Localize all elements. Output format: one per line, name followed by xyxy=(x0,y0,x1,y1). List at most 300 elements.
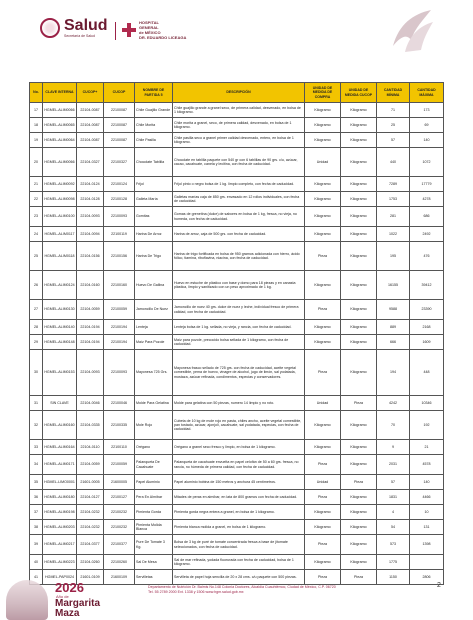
page-footer xyxy=(0,580,473,620)
cell-unidad-compra: Kilogramo xyxy=(305,227,341,242)
cell-cantidad-maxima: 131 xyxy=(410,520,444,535)
cell-cantidad-minima: 666 xyxy=(377,335,410,350)
cell-cantidad-minima: 573 xyxy=(377,535,410,555)
cell-clave: HGMEL-ALIM0223 xyxy=(43,555,77,570)
footer-name-line-1: Margarita xyxy=(55,598,101,609)
cell-clave: HGMEL-PAP0024 xyxy=(43,570,77,585)
cell-descripcion: Maíz para pozole, precocido bolsa sellada de 1 kilogramo, con fecha de caducidad. xyxy=(173,335,305,350)
cell-nombre: Chile Pasilla xyxy=(135,133,173,148)
cell-unidad-compra: Kilogramo xyxy=(305,271,341,300)
cell-cantidad-minima: 57 xyxy=(377,475,410,490)
col-header: CANTIDAD MÁXIMA xyxy=(410,83,444,103)
salud-logo xyxy=(40,18,108,38)
hospital-line-3: de MÉXICO xyxy=(139,30,161,35)
cell-no: 19 xyxy=(30,133,43,148)
cell-cucop: 22100335 xyxy=(104,411,135,440)
cell-unidad-cucop: Kilogramo xyxy=(341,455,377,475)
cell-nombre: Harina De Arroz xyxy=(135,227,173,242)
cell-cantidad-minima: 16155 xyxy=(377,271,410,300)
cell-unidad-compra: Pieza xyxy=(305,570,341,585)
footer-year-subtitle: Año de xyxy=(56,594,69,599)
table-row xyxy=(30,475,444,490)
cell-cucop: 22100160 xyxy=(104,271,135,300)
cell-clave: SIN CLAVE xyxy=(43,396,77,411)
cell-no: 36 xyxy=(30,490,43,505)
table-row xyxy=(30,350,444,396)
cell-cantidad-maxima xyxy=(410,555,444,570)
cell-no: 20 xyxy=(30,148,43,177)
cell-clave: HGMEL-ALIM0140 xyxy=(43,320,77,335)
cell-unidad-compra: Kilogramo xyxy=(305,335,341,350)
table-row xyxy=(30,133,444,148)
cell-cucop: 22100093 xyxy=(104,350,135,396)
cell-unidad-cucop: Kilogramo xyxy=(341,320,377,335)
cell-cantidad-minima: 25 xyxy=(377,118,410,133)
cell-cucop: 22100124 xyxy=(104,177,135,192)
table-row xyxy=(30,148,444,177)
table-row xyxy=(30,555,444,570)
cell-cantidad-minima: 4242 xyxy=(377,396,410,411)
cell-nombre: Pimienta Gorda xyxy=(135,505,173,520)
cell-cucop-plus: 22104-0059 xyxy=(77,300,104,320)
col-header: CLAVE INTERNA xyxy=(43,83,77,103)
cell-no: 26 xyxy=(30,271,43,300)
cell-clave: HGMEL-ALIM0118 xyxy=(43,242,77,271)
table-row xyxy=(30,271,444,300)
cell-nombre: Chile Guajillo Grande xyxy=(135,103,173,118)
cell-cucop-plus: 22104-0160 xyxy=(77,271,104,300)
cell-descripcion: Sal de mar refinada, yodada fluorurada con fecha de caducidad, bolsa de 1 kilogramo. xyxy=(173,555,305,570)
cell-nombre: Lenteja xyxy=(135,320,173,335)
cell-unidad-compra: Unidad xyxy=(305,148,341,177)
cell-cantidad-minima: 1831 xyxy=(377,490,410,505)
col-header: UNIDAD DE MEDIDA CUCOP xyxy=(341,83,377,103)
cell-cantidad-minima: 54 xyxy=(377,520,410,535)
cell-cantidad-minima: 1022 xyxy=(377,227,410,242)
government-seal-icon xyxy=(40,18,60,38)
cell-clave: HGMEL-ALIM0171 xyxy=(43,455,77,475)
cell-no: 39 xyxy=(30,535,43,555)
cell-no: 28 xyxy=(30,320,43,335)
cell-cantidad-maxima: 4278 xyxy=(410,192,444,207)
cell-nombre: Huevo De Gallina xyxy=(135,271,173,300)
cell-cucop-plus: 22104-0093 xyxy=(77,350,104,396)
cell-cantidad-minima: 889 xyxy=(377,320,410,335)
cell-descripcion: Chile guajillo grande a granel seco, de primera calidad, desvenado, en bolsa de 1 kilogramo. xyxy=(173,103,305,118)
cell-unidad-compra: Kilogramo xyxy=(305,320,341,335)
cell-no: 30 xyxy=(30,350,43,396)
cell-descripcion: Jamoncillo de nuez 40 grs. dulce de nuez y leche, individual fresco de primera calidad, con fecha de caducidad. xyxy=(173,300,305,320)
cell-no: 33 xyxy=(30,440,43,455)
cell-unidad-cucop: Kilogramo xyxy=(341,300,377,320)
footer-year: 2026 xyxy=(55,580,84,595)
cell-cucop: 22100046 xyxy=(104,396,135,411)
footer-name-line-2: Maza xyxy=(55,608,80,619)
cell-clave: HGMEL-ALIM0065 xyxy=(43,118,77,133)
cell-cucop: 22100377 xyxy=(104,535,135,555)
cell-unidad-compra: Kilogramo xyxy=(305,520,341,535)
cell-clave: HGMEL-ALIM0066 xyxy=(43,103,77,118)
salud-title: Salud xyxy=(64,17,108,34)
cell-no: 37 xyxy=(30,505,43,520)
cell-cantidad-maxima: 1609 xyxy=(410,335,444,350)
cell-clave: HGMEL-ALIM0092 xyxy=(43,177,77,192)
cell-no: 23 xyxy=(30,207,43,227)
cell-unidad-cucop: Pieza xyxy=(341,475,377,490)
cell-cucop: 22100232 xyxy=(104,505,135,520)
cell-descripcion: Orégano a granel seco fresco y limpio, en bolsa de 1 kilogramo. xyxy=(173,440,305,455)
table-row xyxy=(30,411,444,440)
col-header: No. xyxy=(30,83,43,103)
cell-cantidad-maxima: 2492 xyxy=(410,227,444,242)
table-row xyxy=(30,535,444,555)
cell-cantidad-minima: 71 xyxy=(377,103,410,118)
cell-nombre: Mole Rojo xyxy=(135,411,173,440)
cell-nombre: Gomitas xyxy=(135,207,173,227)
cell-descripcion: Servilleta de papel hoja sencilla de 20 x 28 cms. c/u paquete con 500 piezas. xyxy=(173,570,305,585)
cell-cucop-plus: 22104-0087 xyxy=(77,133,104,148)
cell-unidad-cucop: Kilogramo xyxy=(341,520,377,535)
cell-cantidad-maxima: 69 xyxy=(410,118,444,133)
cell-cucop-plus: 22104-0110 xyxy=(77,440,104,455)
cell-descripcion: Bolsa de 3 kg de puré de tomate concentrada fresca a base de jitomate seleccionados, con fecha de caducidad. xyxy=(173,535,305,555)
cell-unidad-compra: Kilogramo xyxy=(305,411,341,440)
cell-cantidad-maxima: 39412 xyxy=(410,271,444,300)
cell-nombre: Pera En Almíbar xyxy=(135,490,173,505)
cell-no: 29 xyxy=(30,335,43,350)
cell-cucop: 22100087 xyxy=(104,118,135,133)
table-row xyxy=(30,440,444,455)
cell-no: 35 xyxy=(30,475,43,490)
cell-cucop: 22100110 xyxy=(104,440,135,455)
cell-unidad-cucop: Pieza xyxy=(341,570,377,585)
cell-cantidad-maxima: 10346 xyxy=(410,396,444,411)
cell-descripcion: Chile morita a granel, seco, de primera calidad, desvenado, en bolsa de 1 kilogramo. xyxy=(173,118,305,133)
cell-nombre: Palanqueta De Cacahuate xyxy=(135,455,173,475)
cell-nombre: Sal De Mesa xyxy=(135,555,173,570)
cell-unidad-cucop: Kilogramo xyxy=(341,555,377,570)
cell-cucop: 22100087 xyxy=(104,103,135,118)
cell-unidad-cucop: Kilogramo xyxy=(341,227,377,242)
cell-no: 40 xyxy=(30,555,43,570)
cell-descripcion: Mitades de peras en almíbar, en lata de 800 gramos con fecha de caducidad. xyxy=(173,490,305,505)
hospital-cross-icon xyxy=(122,23,136,37)
cell-cucop: 21600005 xyxy=(104,475,135,490)
cell-cucop-plus: 21601-0109 xyxy=(77,570,104,585)
cell-unidad-compra: Kilogramo xyxy=(305,440,341,455)
cell-cucop-plus: 22104-0059 xyxy=(77,455,104,475)
cell-cucop-plus: 22104-0377 xyxy=(77,535,104,555)
cell-cantidad-maxima: 4578 xyxy=(410,455,444,475)
cell-cantidad-maxima: 173 xyxy=(410,103,444,118)
cell-unidad-compra: Pieza xyxy=(305,350,341,396)
cell-nombre: Maíz Para Pozole xyxy=(135,335,173,350)
hospital-line-1: HOSPITAL xyxy=(139,20,159,25)
cell-unidad-compra: Kilogramo xyxy=(305,555,341,570)
cell-unidad-compra: Pieza xyxy=(305,490,341,505)
table-header-row xyxy=(30,83,444,103)
hospital-line-2: GENERAL xyxy=(139,25,159,30)
cell-cucop-plus: 22104-0194 xyxy=(77,320,104,335)
cell-cantidad-minima: 4 xyxy=(377,505,410,520)
cell-no: 21 xyxy=(30,177,43,192)
cell-unidad-cucop: Kilogramo xyxy=(341,350,377,396)
cell-no: 41 xyxy=(30,570,43,585)
cell-unidad-compra: Pieza xyxy=(305,242,341,271)
cell-unidad-compra: Pieza xyxy=(305,535,341,555)
cell-descripcion: Molde para gelatina con 50 piezas, numero 14 limpio y no roto. xyxy=(173,396,305,411)
cell-clave: HGMEL-ALIM0100 xyxy=(43,207,77,227)
cell-cantidad-maxima: 686 xyxy=(410,207,444,227)
cell-unidad-cucop: Kilogramo xyxy=(341,148,377,177)
cell-cantidad-minima: 9 xyxy=(377,440,410,455)
cell-cantidad-minima: 440 xyxy=(377,148,410,177)
cell-cucop-plus: 22104-0094 xyxy=(77,227,104,242)
table-row xyxy=(30,207,444,227)
cell-unidad-cucop: Kilogramo xyxy=(341,177,377,192)
cell-cantidad-maxima: 192 xyxy=(410,411,444,440)
cell-nombre: Servilletas xyxy=(135,570,173,585)
cell-clave: HGMEL-ALIM0148 xyxy=(43,335,77,350)
cell-cantidad-maxima: 1398 xyxy=(410,535,444,555)
cell-cucop: 22100327 xyxy=(104,148,135,177)
cell-cucop: 21600109 xyxy=(104,570,135,585)
cell-cucop-plus: 22104-0232 xyxy=(77,520,104,535)
cell-unidad-cucop: Kilogramo xyxy=(341,118,377,133)
cell-cucop-plus: 22104-0260 xyxy=(77,555,104,570)
cell-cantidad-minima: 9588 xyxy=(377,300,410,320)
cell-cantidad-maxima: 2806 xyxy=(410,570,444,585)
cell-cucop-plus: 21601-0005 xyxy=(77,475,104,490)
col-header: DESCRIPCIÓN xyxy=(173,83,305,103)
cell-unidad-cucop: Kilogramo xyxy=(341,335,377,350)
salud-subtitle: Secretaría de Salud xyxy=(64,34,95,38)
cell-unidad-compra: Kilogramo xyxy=(305,207,341,227)
cell-unidad-cucop: Kilogramo xyxy=(341,242,377,271)
cell-descripcion: Chocolate en tablilla paquete con 540 gr con 6 tablillas de 90 grs. c/u, azúcar, cacao, cacahuate, canela y lecitina, con fecha de caducidad. xyxy=(173,148,305,177)
cell-descripcion: Mayonesa frasco sellado de 725 grs. con fecha de caducidad, aceite vegetal comestible, yema de huevo, vinagre de alcohol, jugo de limón, sal yodatada, mostaza, azúcar refinada, condimentos, especias y conservadores. xyxy=(173,350,305,396)
cell-cucop: 22100127 xyxy=(104,490,135,505)
cell-cucop-plus: 22104-0127 xyxy=(77,490,104,505)
cell-descripcion: Gomas de grenetina (dulce) de sabores en bolsa de 1 kg, fresca, no vieja, no humeda, con fecha de caducidad. xyxy=(173,207,305,227)
decorative-ornament-icon xyxy=(385,6,435,56)
cell-cantidad-maxima: 448 xyxy=(410,350,444,396)
cell-clave: HGMEL-LIMO0001 xyxy=(43,475,77,490)
cell-nombre: Harina De Trigo xyxy=(135,242,173,271)
col-header: UNIDAD DE MEDIDA DE COMPRA xyxy=(305,83,341,103)
cell-cantidad-maxima: 21 xyxy=(410,440,444,455)
cell-cucop-plus: 22104-0087 xyxy=(77,103,104,118)
table-row xyxy=(30,177,444,192)
table-row xyxy=(30,103,444,118)
cell-clave: HGMEL-ALIM0164 xyxy=(43,440,77,455)
cell-no: 17 xyxy=(30,103,43,118)
col-header: CUCOP+ xyxy=(77,83,104,103)
header-divider xyxy=(115,22,116,40)
cell-nombre: Papel Aluminio xyxy=(135,475,173,490)
cell-cantidad-minima: 1753 xyxy=(377,192,410,207)
cell-descripcion: Chile pasilla seco a granel primer calidad desvenado, entero, en bolsa de 1 kilogramo. xyxy=(173,133,305,148)
cell-unidad-compra: Pieza xyxy=(305,300,341,320)
cell-descripcion: Harina de arroz, caja de 500 grs. con fecha de caducidad. xyxy=(173,227,305,242)
table-row xyxy=(30,227,444,242)
cell-clave: HGMEL-ALIM0180 xyxy=(43,490,77,505)
cell-unidad-compra: Kilogramo xyxy=(305,177,341,192)
cell-clave: HGMEL-ALIM0203 xyxy=(43,520,77,535)
cell-cucop: 22100194 xyxy=(104,335,135,350)
cell-no: 25 xyxy=(30,242,43,271)
cell-descripcion: Galletas marías caja de 850 grs. envasado en 12 rollos individuales, con fecha de caducidad. xyxy=(173,192,305,207)
cell-cucop: 22100260 xyxy=(104,555,135,570)
cell-cantidad-maxima: 476 xyxy=(410,242,444,271)
cell-unidad-cucop: Kilogramo xyxy=(341,535,377,555)
page-header xyxy=(0,0,473,62)
cell-cantidad-minima: 1150 xyxy=(377,570,410,585)
cell-no: 22 xyxy=(30,192,43,207)
cell-cucop-plus: 22104-0327 xyxy=(77,148,104,177)
cell-clave: HGMEL-ALIM0130 xyxy=(43,300,77,320)
cell-cantidad-minima: 194 xyxy=(377,350,410,396)
cell-descripcion: Harina de trigo fortificada en bolsa de 950 gramos adicionada con hierro, ácido fólico, tiamina, riboflavina, niacina, con fecha de caducidad. xyxy=(173,242,305,271)
col-header: NOMBRE DE PARTIDA 5 xyxy=(135,83,173,103)
cell-cantidad-maxima: 2168 xyxy=(410,320,444,335)
cell-descripcion: Pimienta gorda negra entera a granel, en bolsa de 1 kilogramo. xyxy=(173,505,305,520)
cell-cucop: 22100093 xyxy=(104,207,135,227)
cell-clave: HGMEL-ALIM0160 xyxy=(43,411,77,440)
cell-descripcion: Pimienta blanca molida a granel, en bolsa de 1 kilogramo. xyxy=(173,520,305,535)
hospital-line-4: DR. EDUARDO LICEAGA xyxy=(139,35,187,40)
cell-clave: HGMEL-ALIM0153 xyxy=(43,350,77,396)
cell-cucop-plus: 22104-0194 xyxy=(77,335,104,350)
cell-unidad-compra: Pieza xyxy=(305,455,341,475)
footer-address: Departamento de Nutrición Dr. Balmis No.148 Colonia Doctores, Alcaldía Cuauhtémoc, Ciudad de México, C.P. 06720 xyxy=(148,585,336,589)
cell-cantidad-maxima: 140 xyxy=(410,133,444,148)
cell-unidad-compra: Kilogramo xyxy=(305,118,341,133)
cell-nombre: Pimienta Molida Blanca xyxy=(135,520,173,535)
cell-clave: HGMEL-ALIM0198 xyxy=(43,505,77,520)
cell-unidad-cucop: Kilogramo xyxy=(341,103,377,118)
table-row xyxy=(30,118,444,133)
products-table xyxy=(29,82,444,585)
cell-cucop: 22100087 xyxy=(104,133,135,148)
cell-unidad-cucop: Kilogramo xyxy=(341,411,377,440)
cell-cucop-plus: 22104-0232 xyxy=(77,505,104,520)
cell-cucop-plus: 22104-0093 xyxy=(77,207,104,227)
cell-nombre: Mayonesa 725 Grs. xyxy=(135,350,173,396)
cell-unidad-cucop: Kilogramo xyxy=(341,271,377,300)
cell-cantidad-maxima: 23390 xyxy=(410,300,444,320)
cell-unidad-compra: Kilogramo xyxy=(305,505,341,520)
cell-unidad-compra: Unidad xyxy=(305,475,341,490)
table-row xyxy=(30,505,444,520)
cell-cucop: 22100119 xyxy=(104,227,135,242)
cell-cucop-plus: 22104-0156 xyxy=(77,242,104,271)
cell-cantidad-minima: 281 xyxy=(377,207,410,227)
table-row xyxy=(30,520,444,535)
portrait-illustration xyxy=(6,580,48,620)
cell-nombre: Jamoncillo De Nuez xyxy=(135,300,173,320)
cell-nombre: Pure De Tomate 3 Kg. xyxy=(135,535,173,555)
cell-nombre: Galleta María xyxy=(135,192,173,207)
cell-nombre: Molde Para Gelatina xyxy=(135,396,173,411)
cell-unidad-cucop: Kilogramo xyxy=(341,440,377,455)
table-row xyxy=(30,300,444,320)
cell-clave: HGMEL-ALIM0124 xyxy=(43,271,77,300)
table-row xyxy=(30,490,444,505)
cell-no: 18 xyxy=(30,118,43,133)
cell-no: 24 xyxy=(30,227,43,242)
cell-cucop: 22100128 xyxy=(104,192,135,207)
cell-unidad-cucop: Pieza xyxy=(341,396,377,411)
cell-unidad-cucop: Kilogramo xyxy=(341,490,377,505)
cell-unidad-compra: Kilogramo xyxy=(305,103,341,118)
cell-descripcion: Frijol pinto o negro bolsa de 1 kg. limpio completo, con fecha de caducidad. xyxy=(173,177,305,192)
cell-cucop-plus: 22104-0128 xyxy=(77,192,104,207)
table-row xyxy=(30,320,444,335)
hospital-logo xyxy=(122,20,186,40)
cell-unidad-cucop: Kilogramo xyxy=(341,133,377,148)
cell-cantidad-minima: 57 xyxy=(377,133,410,148)
page-number: 2 xyxy=(437,582,441,589)
table-row xyxy=(30,455,444,475)
cell-descripcion: Papel aluminio bobina de 150 metros y anchura 45 centímetros. xyxy=(173,475,305,490)
cell-cucop-plus: 22104-0335 xyxy=(77,411,104,440)
cell-unidad-cucop: Kilogramo xyxy=(341,505,377,520)
cell-descripcion: Huevo en estuche de plástico con base y domo para 18 piezas y en canasta plástica, limpio y sanitizado con un peso aproximado de 1 kg. xyxy=(173,271,305,300)
cell-unidad-compra: Unidad xyxy=(305,396,341,411)
table-row xyxy=(30,242,444,271)
cell-cucop-plus: 22104-0046 xyxy=(77,396,104,411)
cell-cantidad-maxima: 17779 xyxy=(410,177,444,192)
cell-cantidad-minima: 1775 xyxy=(377,555,410,570)
cell-cucop: 22100156 xyxy=(104,242,135,271)
cell-clave: HGMEL-ALIM0098 xyxy=(43,192,77,207)
cell-cucop-plus: 22104-0087 xyxy=(77,118,104,133)
cell-clave: HGMEL-ALIM0066 xyxy=(43,148,77,177)
cell-cantidad-maxima: 1072 xyxy=(410,148,444,177)
cell-clave: HGMEL-ALIM0217 xyxy=(43,535,77,555)
table-row xyxy=(30,192,444,207)
cell-cucop: 22100059 xyxy=(104,455,135,475)
col-header: CUCOP xyxy=(104,83,135,103)
cell-nombre: Chile Morita xyxy=(135,118,173,133)
cell-no: 32 xyxy=(30,411,43,440)
cell-cucop-plus: 22104-0124 xyxy=(77,177,104,192)
cell-clave: HGMEL-ALIM0064 xyxy=(43,133,77,148)
cell-cucop: 22100194 xyxy=(104,320,135,335)
cell-unidad-cucop: Kilogramo xyxy=(341,192,377,207)
cell-nombre: Frijol xyxy=(135,177,173,192)
cell-unidad-compra: Kilogramo xyxy=(305,192,341,207)
cell-cantidad-minima: 7289 xyxy=(377,177,410,192)
cell-descripcion: Cubeta de 10 kg de mole rojo en pasta, chiles ancho, aceite vegetal comestible, pan tostado, azúcar, ajonjolí, cacahuate, sal yodatada, especias, con fecha de caducidad. xyxy=(173,411,305,440)
cell-cucop: 22100232 xyxy=(104,520,135,535)
cell-cantidad-minima: 195 xyxy=(377,242,410,271)
cell-cantidad-minima: 70 xyxy=(377,411,410,440)
cell-unidad-cucop: Kilogramo xyxy=(341,207,377,227)
cell-cantidad-maxima: 4466 xyxy=(410,490,444,505)
cell-cucop: 22100059 xyxy=(104,300,135,320)
footer-contact: Tel. 55 2789 2000 Ext. 1338 y 1506 www.hgm.salud.gob.mx xyxy=(148,590,244,594)
cell-no: 31 xyxy=(30,396,43,411)
cell-descripcion: Palanqueta de cacahuate envuelta en papel celofán de 50 a 60 grs. fresca, no rancia, no húmeda de primera calidad, con fecha de caducidad. xyxy=(173,455,305,475)
cell-unidad-compra: Kilogramo xyxy=(305,133,341,148)
table-row xyxy=(30,335,444,350)
cell-descripcion: Lenteja bolsa de 1 kg. sellada, no vieja, y rancia, con fecha de caducidad. xyxy=(173,320,305,335)
cell-no: 38 xyxy=(30,520,43,535)
cell-cantidad-maxima: 10 xyxy=(410,505,444,520)
cell-no: 27 xyxy=(30,300,43,320)
